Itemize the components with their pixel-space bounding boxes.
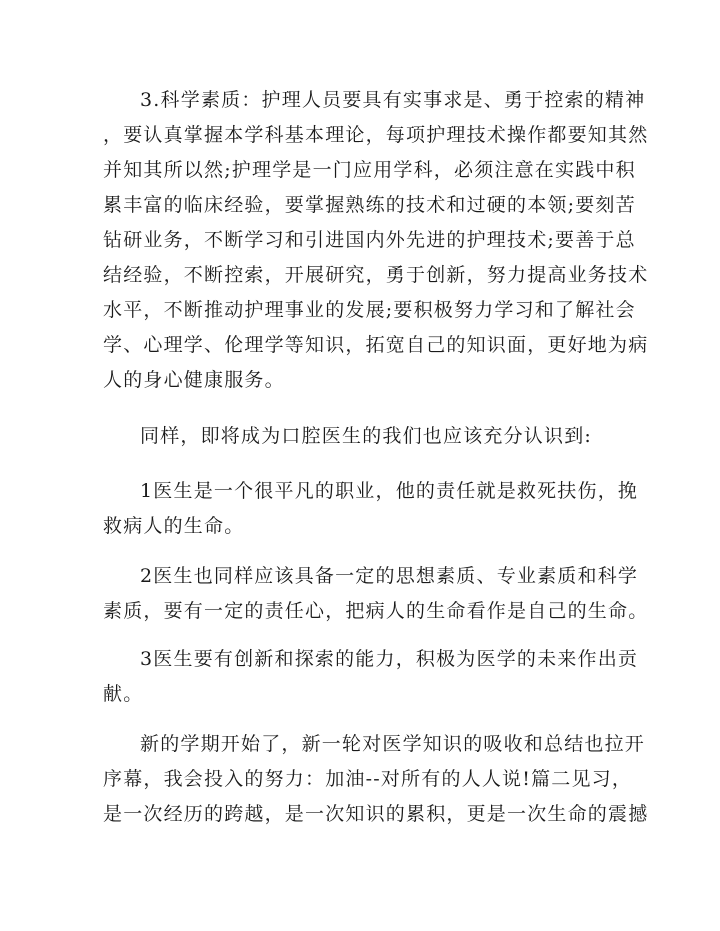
text-line: 是一次经历的跨越，是一次知识的累积，更是一次生命的震撼 [103, 803, 649, 825]
text-line: 并知其所以然;护理学是一门应用学科，必须注意在实践中积 [103, 159, 636, 181]
text-line: 素质，要有一定的责任心，把病人的生命看作是自己的生命。 [103, 600, 649, 622]
text-line: 救病人的生命。 [103, 515, 245, 537]
text-line: 3.科学素质：护理人员要具有实事求是、勇于控索的精神 [140, 89, 646, 111]
text-line: 3医生要有创新和探索的能力，积极为医学的未来作出贡 [140, 648, 639, 670]
text-line: 序幕，我会投入的努力：加油--对所有的人人说!篇二见习， [103, 768, 633, 790]
text-line: 结经验，不断控索，开展研究，勇于创新，努力提高业务技术 [103, 264, 649, 286]
text-line: 水平，不断推动护理事业的发展;要积极努力学习和了解社会 [103, 299, 636, 321]
text-line: 同样，即将成为口腔医生的我们也应该充分认识到: [140, 425, 593, 447]
text-line: 1医生是一个很平凡的职业，他的责任就是救死扶伤，挽 [140, 480, 639, 502]
text-line: 人的身心健康服务。 [103, 369, 285, 391]
text-line: 新的学期开始了，新一轮对医学知识的吸收和总结也拉开 [140, 733, 646, 755]
text-line: 累丰富的临床经验，要掌握熟练的技术和过硬的本领;要刻苦 [103, 194, 636, 216]
text-line: 献。 [103, 683, 144, 705]
text-line: 钻研业务，不断学习和引进国内外先进的护理技术;要善于总 [103, 229, 636, 251]
text-line: 2医生也同样应该具备一定的思想素质、专业素质和科学 [140, 565, 639, 587]
text-line: 学、心理学、伦理学等知识，拓宽自己的知识面，更好地为病 [103, 334, 649, 356]
text-line: ，要认真掌握本学科基本理论，每项护理技术操作都要知其然 [103, 124, 649, 146]
